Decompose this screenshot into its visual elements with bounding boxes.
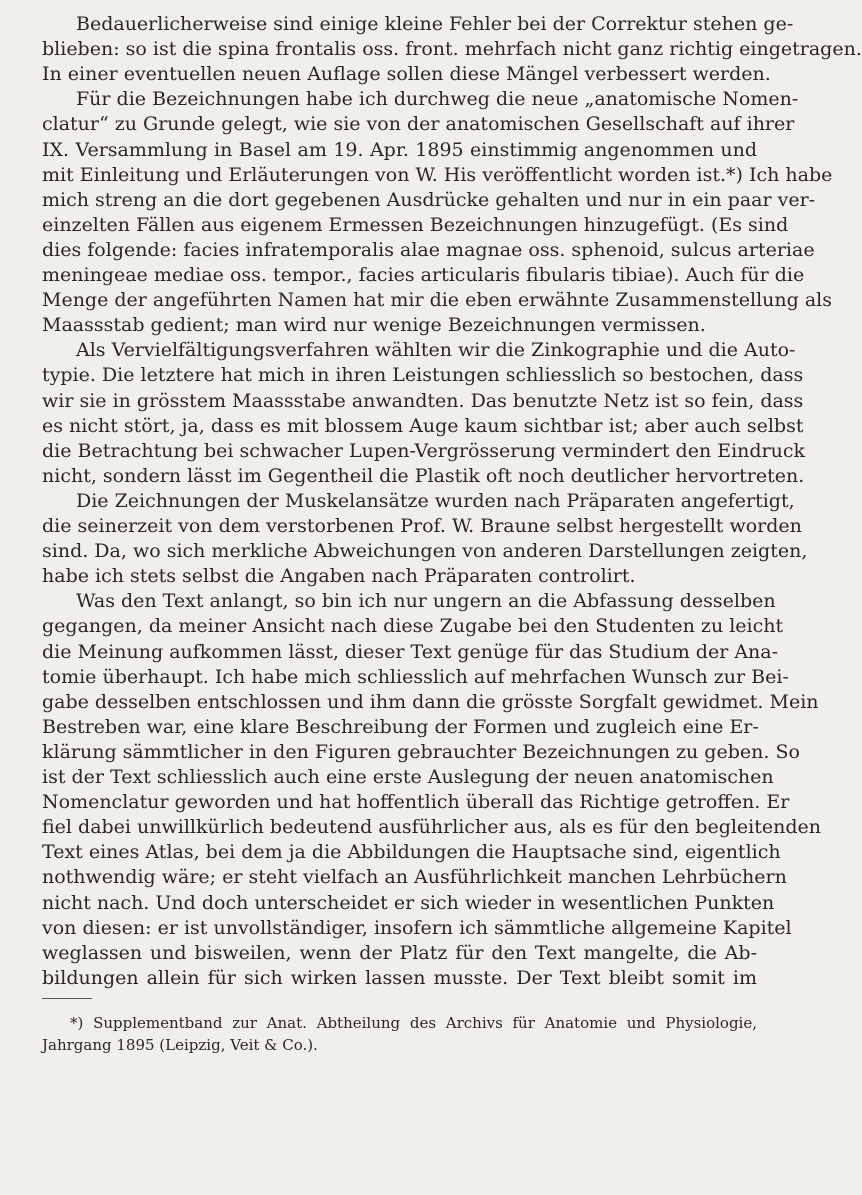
footnote-line: Jahrgang 1895 (Leipzig, Veit & Co.). xyxy=(42,1036,318,1054)
text-line: Menge der angeführten Namen hat mir die eben erwähnte Zusammenstellung als xyxy=(42,289,832,312)
text-line: gegangen, da meiner Ansicht nach diese Zugabe bei den Studenten zu leicht xyxy=(42,615,784,638)
text-line: nothwendig wäre; er steht vielfach an Ausführlichkeit manchen Lehrbüchern xyxy=(42,866,787,889)
text-line: fiel dabei unwillkürlich bedeutend ausführlicher aus, als es für den begleitenden xyxy=(42,816,822,839)
text-line: ist der Text schliesslich auch eine erste Auslegung der neuen anatomischen xyxy=(42,766,774,788)
text-line: Text eines Atlas, bei dem ja die Abbildungen die Hauptsache sind, eigentlich xyxy=(42,841,781,864)
text-line: Bestreben war, eine klare Beschreibung der Formen und zugleich eine Er- xyxy=(42,715,759,738)
text-line: mit Einleitung und Erläuterungen von W. His veröffentlicht worden ist.*) Ich habe xyxy=(42,163,833,186)
text-line: gabe desselben entschlossen und ihm dann die grösste Sorgfalt gewidmet. Mein xyxy=(42,690,819,713)
text-line: klärung sämmtlicher in den Figuren gebrauchter Bezeichnungen zu geben. So xyxy=(42,740,800,763)
text-line: nicht nach. Und doch unterscheidet er sich wieder in wesentlichen Punkten xyxy=(42,891,775,914)
text-line: typie. Die letztere hat mich in ihren Leistungen schliesslich so bestochen, dass xyxy=(42,364,804,387)
text-line: Was den Text anlangt, so bin ich nur ungern an die Abfassung desselben xyxy=(76,590,776,613)
text-line: In einer eventuellen neuen Auflage sollen diese Mängel verbessert werden. xyxy=(42,63,771,86)
text-line: tomie überhaupt. Ich habe mich schliesslich auf mehrfachen Wunsch zur Bei- xyxy=(42,665,789,688)
text-line: dies folgende: facies infratemporalis alae magnae oss. sphenoid, sulcus arteriae xyxy=(42,238,815,261)
text-line: die Betrachtung bei schwacher Lupen-Vergrösserung vermindert den Eindruck xyxy=(42,439,806,462)
footnote-line: *) Supplementband zur Anat. Abtheilung des Archivs für Anatomie und Physiologie, xyxy=(70,1014,757,1032)
text-line: Die Zeichnungen der Muskelansätze wurden nach Präparaten angefertigt, xyxy=(76,489,795,512)
text-line: die Meinung aufkommen lässt, dieser Text genüge für das Studium der Ana- xyxy=(42,640,779,663)
text-line: von diesen: er ist unvollständiger, insofern ich sämmtliche allgemeine Kapitel xyxy=(42,916,792,939)
text-line: die seinerzeit von dem verstorbenen Prof. W. Braune selbst hergestellt worden xyxy=(42,515,802,537)
text-line: Bedauerlicherweise sind einige kleine Fehler bei der Correktur stehen ge- xyxy=(76,13,794,35)
text-line: Als Vervielfältigungsverfahren wählten wir die Zinkographie und die Auto- xyxy=(76,339,796,362)
text-line: IX. Versammlung in Basel am 19. Apr. 1895 einstimmig angenommen und xyxy=(42,138,757,161)
text-line: sind. Da, wo sich merkliche Abweichungen von anderen Darstellungen zeigten, xyxy=(42,540,808,563)
text-line: Nomenclatur geworden und hat hoffentlich überall das Richtige getroffen. Er xyxy=(42,791,790,814)
text-line: meningeae mediae oss. tempor., facies articularis fibularis tibiae). Auch für die xyxy=(42,264,805,286)
text-line: Für die Bezeichnungen habe ich durchweg die neue „anatomische Nomen- xyxy=(76,88,799,111)
footnote-rule xyxy=(42,998,92,999)
text-line: weglassen und bisweilen, wenn der Platz für den Text mangelte, die Ab- xyxy=(42,941,757,964)
text-line: nicht, sondern lässt im Gegentheil die Plastik oft noch deutlicher hervortreten. xyxy=(42,464,805,487)
text-line: bildungen allein für sich wirken lassen musste. Der Text bleibt somit im xyxy=(42,966,757,989)
text-line: wir sie in grösstem Maassstabe anwandten. Das benutzte Netz ist so fein, dass xyxy=(42,389,804,412)
text-line: einzelten Fällen aus eigenem Ermessen Bezeichnungen hinzugefügt. (Es sind xyxy=(42,213,789,236)
text-line: Maassstab gedient; man wird nur wenige Bezeichnungen vermissen. xyxy=(42,314,706,337)
text-line: mich streng an die dort gegebenen Ausdrücke gehalten und nur in ein paar ver- xyxy=(42,188,816,211)
text-line: blieben: so ist die spina frontalis oss. front. mehrfach nicht ganz richtig eingetragen. xyxy=(42,38,862,61)
text-line: es nicht stört, ja, dass es mit blossem Auge kaum sichtbar ist; aber auch selbst xyxy=(42,414,804,437)
text-line: habe ich stets selbst die Angaben nach Präparaten controlirt. xyxy=(42,565,636,588)
text-line: clatur“ zu Grunde gelegt, wie sie von der anatomischen Gesellschaft auf ihrer xyxy=(42,113,795,136)
